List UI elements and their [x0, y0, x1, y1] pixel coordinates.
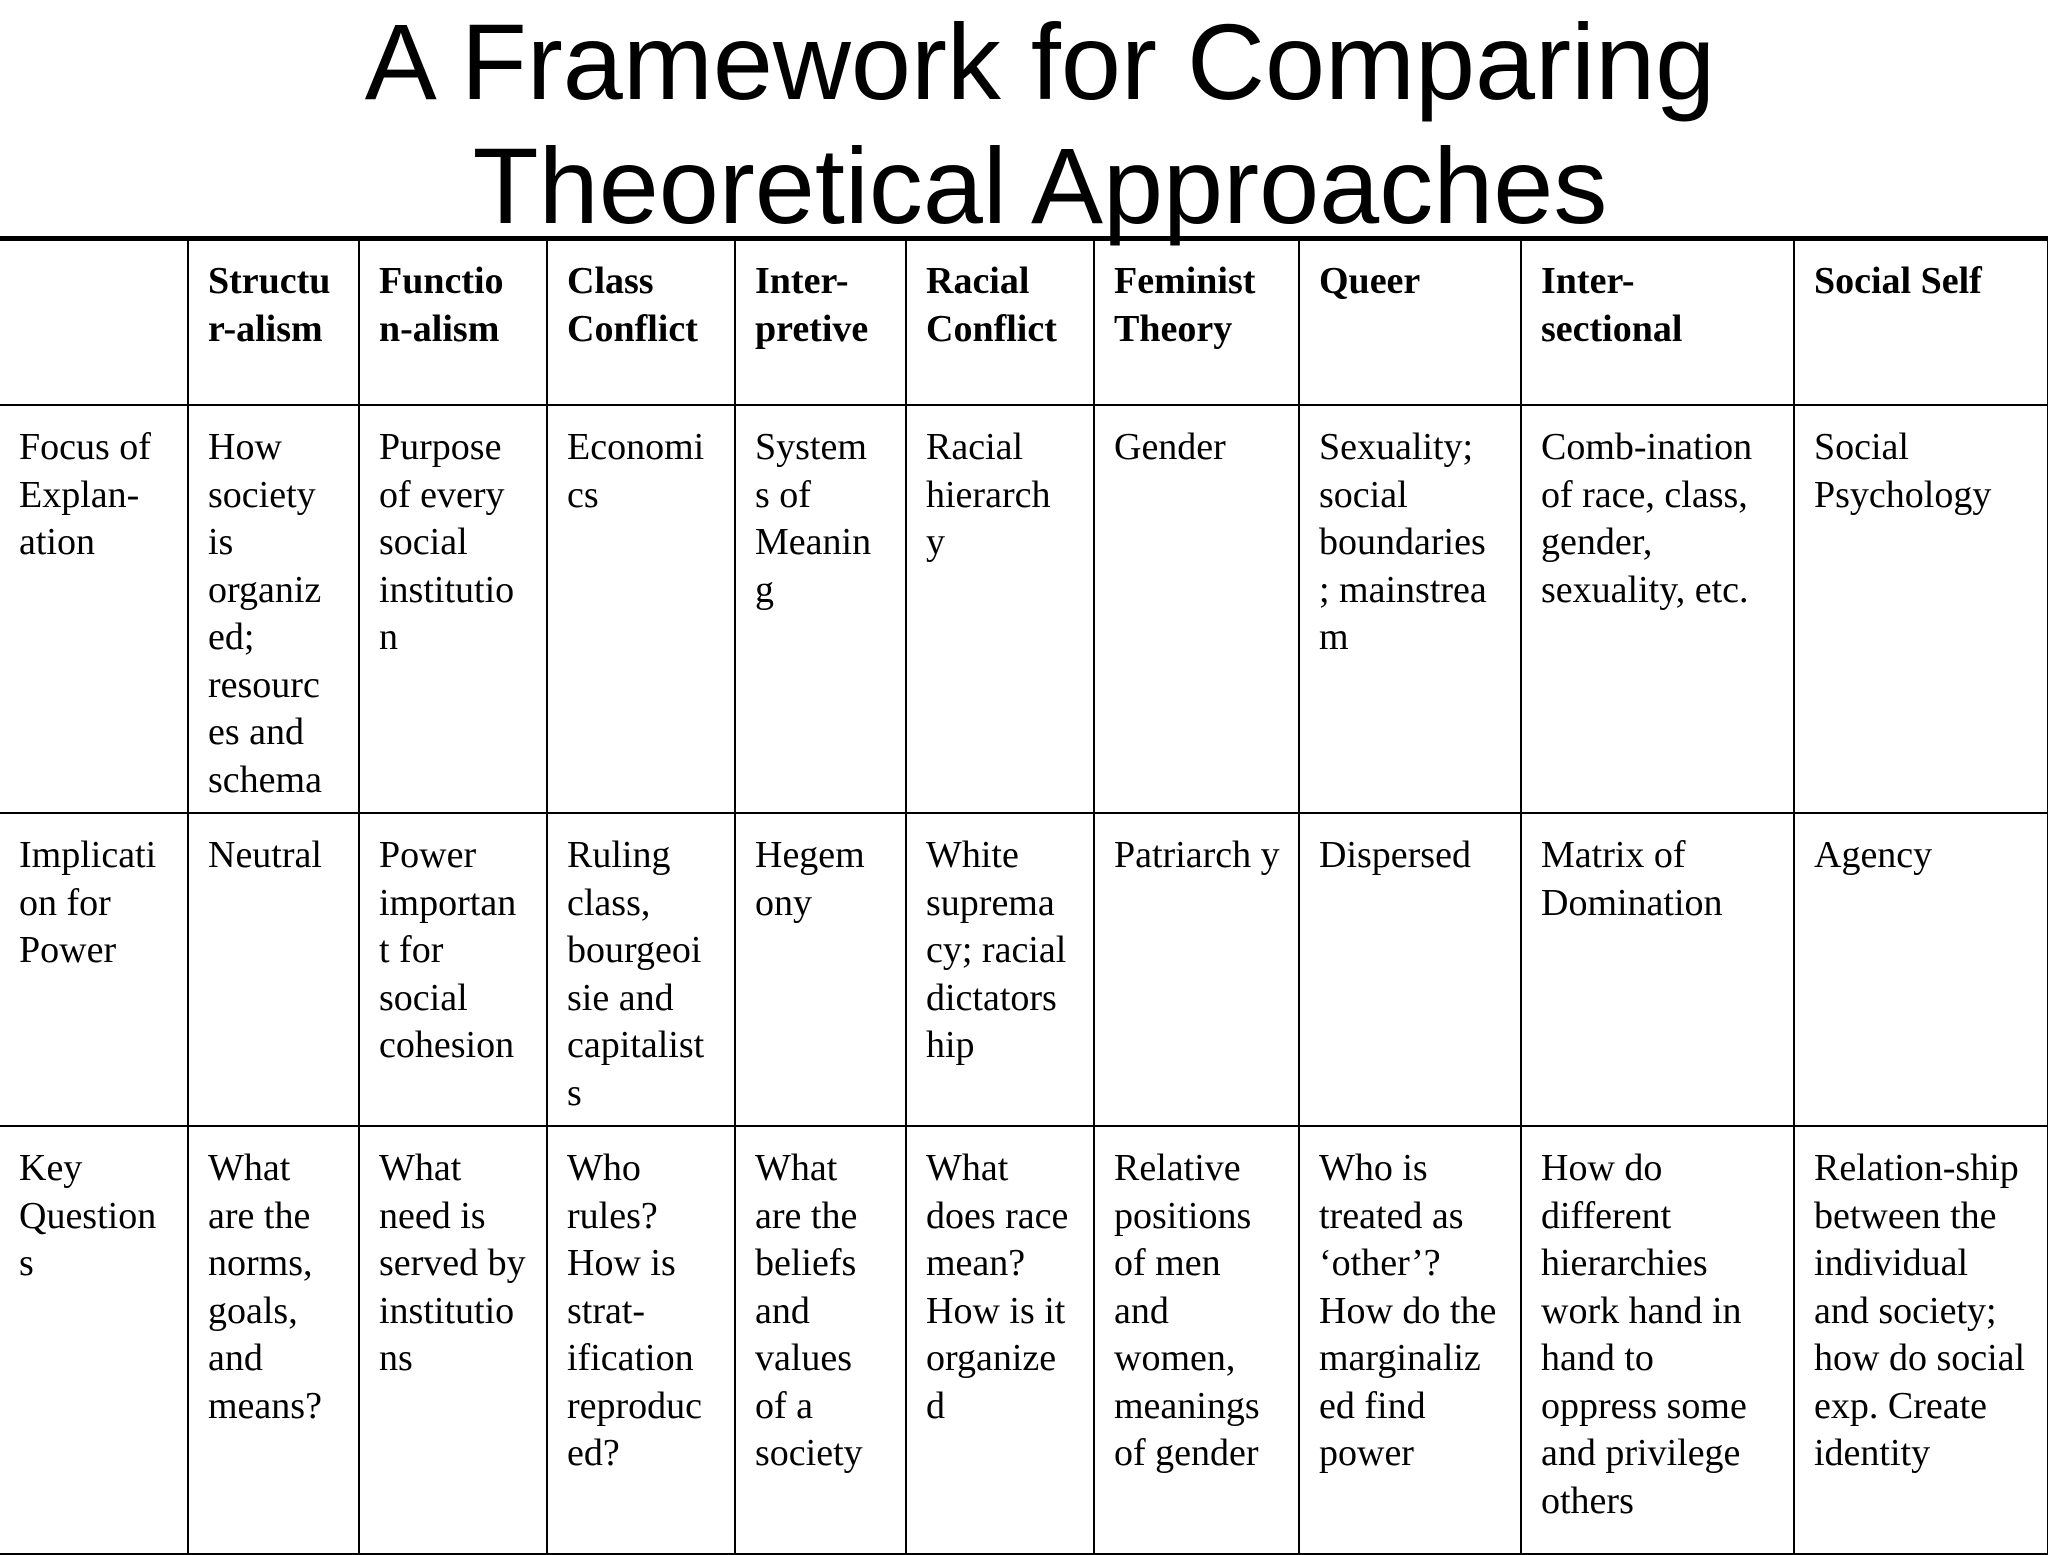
table-cell: Relation-ship between the individual and society; how do social exp. Create identity — [1794, 1126, 2048, 1554]
table-cell: Patriarch y — [1094, 813, 1299, 1126]
table-cell: Neutral — [188, 813, 359, 1126]
table-cell: Racial hierarch y — [906, 405, 1094, 813]
table-cell: Agency — [1794, 813, 2048, 1126]
table-cell: What does race mean? How is it organize d — [906, 1126, 1094, 1554]
table-cell: Hegem ony — [735, 813, 906, 1126]
column-header-functionalism: Functio n-alism — [359, 239, 547, 406]
column-header-queer: Queer — [1299, 239, 1521, 406]
row-label-power: Implicati on for Power — [0, 813, 188, 1126]
column-header-racial-conflict: Racial Conflict — [906, 239, 1094, 406]
column-header-intersectional: Inter-sectional — [1521, 239, 1794, 406]
column-header-feminist-theory: Feminist Theory — [1094, 239, 1299, 406]
row-label-key-questions: Key Question s — [0, 1126, 188, 1554]
slide-title — [0, 0, 2048, 248]
column-header-class-conflict: Class Conflict — [547, 239, 735, 406]
table-cell: What are the beliefs and values of a society — [735, 1126, 906, 1554]
comparison-table — [0, 236, 2048, 1555]
slide-title-line-1: A Framework for Comparing — [364, 1, 1716, 122]
column-header-structuralism: Structu r-alism — [188, 239, 359, 406]
table-cell: What need is served by institutio ns — [359, 1126, 547, 1554]
corner-cell — [0, 239, 188, 406]
table-cell: Dispersed — [1299, 813, 1521, 1126]
table-cell: What are the norms, goals, and means? — [188, 1126, 359, 1554]
table-cell: Relative positions of men and women, meanings of gender — [1094, 1126, 1299, 1554]
table-cell: Who rules? How is strat-ification reproduc ed? — [547, 1126, 735, 1554]
table-cell: Who is treated as ‘other’? How do the marginaliz ed find power — [1299, 1126, 1521, 1554]
slide-title-line-2: Theoretical Approaches — [472, 125, 1608, 246]
column-header-interpretive: Inter-pretive — [735, 239, 906, 406]
table-cell: Power importan t for social cohesion — [359, 813, 547, 1126]
table-cell: Ruling class, bourgeoi sie and capitalist s — [547, 813, 735, 1126]
table-cell: Matrix of Domination — [1521, 813, 1794, 1126]
table-row — [0, 405, 2048, 813]
column-header-social-self: Social Self — [1794, 239, 2048, 406]
table-cell: Economi cs — [547, 405, 735, 813]
table-cell: Comb-ination of race, class, gender, sexuality, etc. — [1521, 405, 1794, 813]
table-cell: Gender — [1094, 405, 1299, 813]
table-cell: Purpose of every social institutio n — [359, 405, 547, 813]
table-cell: System s of Meanin g — [735, 405, 906, 813]
table-cell: Social Psychology — [1794, 405, 2048, 813]
row-label-focus: Focus of Explan-ation — [0, 405, 188, 813]
table-cell: How do different hierarchies work hand in hand to oppress some and privilege others — [1521, 1126, 1794, 1554]
table-row — [0, 813, 2048, 1126]
table-row — [0, 1126, 2048, 1554]
table-header-row — [0, 239, 2048, 406]
table-cell: White suprema cy; racial dictators hip — [906, 813, 1094, 1126]
table-cell: How society is organiz ed; resourc es and schema — [188, 405, 359, 813]
table-cell: Sexuality; social boundaries ; mainstrea m — [1299, 405, 1521, 813]
